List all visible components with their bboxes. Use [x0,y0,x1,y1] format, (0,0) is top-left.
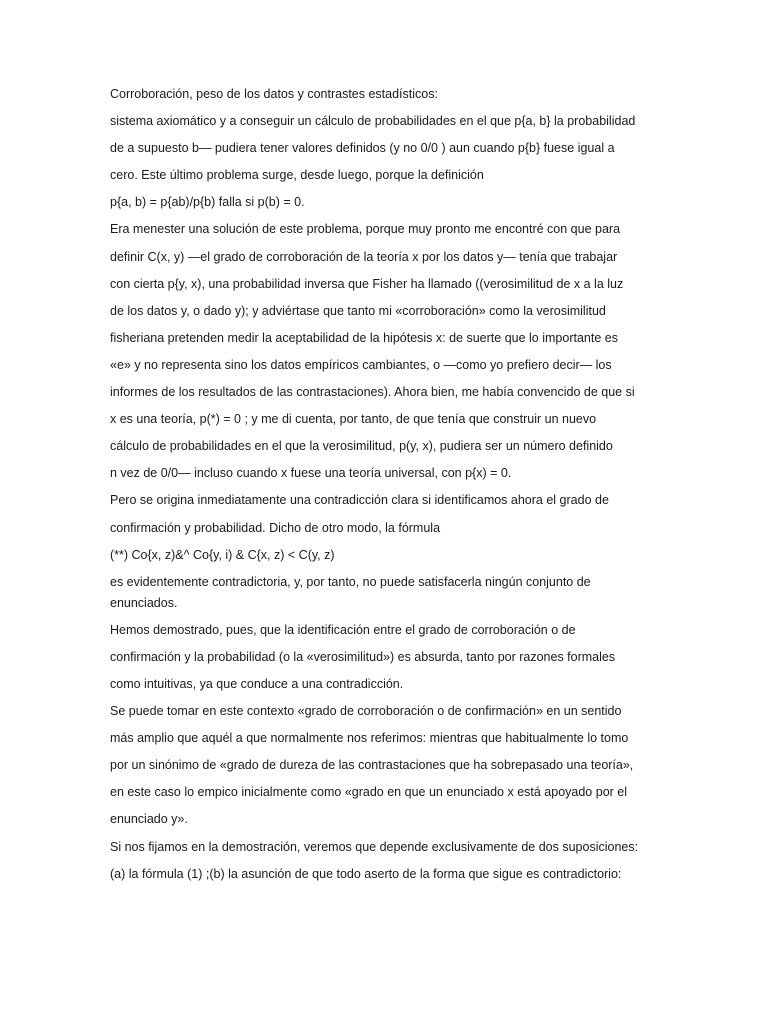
text-line: fisheriana pretenden medir la aceptabilidad de la hipótesis x: de suerte que lo importante es [110,330,618,345]
text-line: (**) Co{x, z)&^ Co{y, i) & C{x, z) < C(y, z) [110,547,335,562]
text-line: enunciados. [110,595,178,610]
text-line: informes de los resultados de las contrastaciones). Ahora bien, me había convencido de que si [110,385,635,400]
text-line: con cierta p{y, x), una probabilidad inversa que Fisher ha llamado ((verosimilitud de x a la luz [110,276,624,291]
text-line: más amplio que aquél a que normalmente nos referimos: mientras que habitualmente lo tomo [110,731,629,746]
text-line: de los datos y, o dado y); y adviértase que tanto mi «corroboración» como la verosimilitud [110,303,606,318]
text-line: Pero se origina inmediatamente una contradicción clara si identificamos ahora el grado de [110,493,609,508]
text-line: Hemos demostrado, pues, que la identificación entre el grado de corroboración o de [110,622,576,637]
text-line: «e» y no representa sino los datos empíricos cambiantes, o —como yo prefiero decir— los [110,357,612,372]
text-line: p{a, b) = p{ab)/p{b) falla si p(b) = 0. [110,195,305,210]
text-line: enunciado y». [110,812,188,827]
text-line: como intuitivas, ya que conduce a una contradicción. [110,676,404,691]
text-line: es evidentemente contradictoria, y, por tanto, no puede satisfacerla ningún conjunto de [110,574,591,589]
text-line: cálculo de probabilidades en el que la verosimilitud, p(y, x), pudiera ser un número definido [110,439,613,454]
document-body [110,84,670,891]
text-line: Se puede tomar en este contexto «grado de corroboración o de confirmación» en un sentido [110,704,622,719]
text-line: confirmación y la probabilidad (o la «verosimilitud») es absurda, tanto por razones formales [110,649,616,664]
text-line: confirmación y probabilidad. Dicho de otro modo, la fórmula [110,520,441,535]
text-line: definir C(x, y) —el grado de corroboración de la teoría x por los datos y— tenía que trabajar [110,249,618,264]
text-line: (a) la fórmula (1) ;(b) la asunción de que todo aserto de la forma que sigue es contradictorio: [110,866,622,881]
text-line: Era menester una solución de este problema, porque muy pronto me encontré con que para [110,222,621,237]
text-line: Si nos fijamos en la demostración, veremos que depende exclusivamente de dos suposiciones: [110,839,639,854]
text-line: Corroboración, peso de los datos y contrastes estadísticos: [110,87,438,101]
text-line: por un sinónimo de «grado de dureza de las contrastaciones que ha sobrepasado una teoría», [110,758,634,773]
text-line: en este caso lo empico inicialmente como «grado en que un enunciado x está apoyado por el [110,785,628,800]
text-line: n vez de 0/0— incluso cuando x fuese una teoría universal, con p{x) = 0. [110,466,512,481]
text-line: de a supuesto b— pudiera tener valores definidos (y no 0/0 ) aun cuando p{b} fuese igual a [110,141,615,156]
text-line: sistema axiomático y a conseguir un cálculo de probabilidades en el que p{a, b} la probabilidad [110,114,636,129]
text-line: cero. Este último problema surge, desde luego, porque la definición [110,168,484,183]
text-line: x es una teoría, p(*) = 0 ; y me di cuenta, por tanto, de que tenía que construir un nuevo [110,412,597,427]
